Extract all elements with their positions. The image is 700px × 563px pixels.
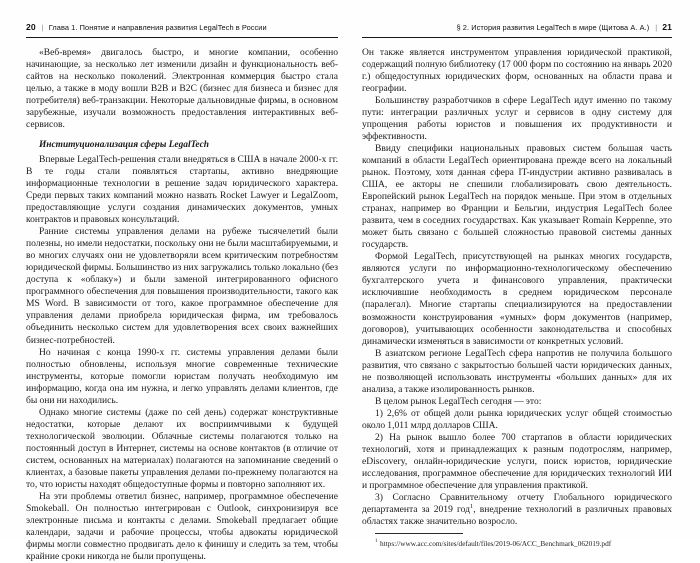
paragraph: В азиатском регионе LegalTech сфера напротив не получила большого развития, что связано с закрытостью большей части юридических данных, не позволяющей использовать инструменты «больших данных» для их анализа, а также изолированность рынков. xyxy=(362,348,672,396)
paragraph: На эти проблемы ответил бизнес, например, программное обеспечение Smokeball. Он полностью интегрирован с Outlook, синхронизируя все электронные письма и контакты с делами. Smokeball предлагает общие календари, задачи и рабочие процессы, чтобы адвокаты юридической фирмы могли совместно продвигать дело к финишу и следить за тем, чтобы крайние сроки никогда не были пропущены. xyxy=(26,491,338,563)
text-column-right xyxy=(362,47,672,553)
footnote-area xyxy=(362,528,672,552)
running-title-left: Глава 1. Понятие и направления развития LegalTech в России xyxy=(49,23,267,33)
text-column-left xyxy=(26,47,338,563)
running-head-right xyxy=(362,22,672,38)
paragraph: Однако многие системы (даже по сей день) содержат конструктивные недостатки, которые делают их восприимчивыми к будущей технологической эволюции. Облачные системы полагаются только на постоянный доступ в Интернет, системы на основе контактов (в отличие от систем, основанных на материалах) полагаются на запоминание сведений о клиентах, а базовые пакеты управления делами по-прежнему полагаются на то, что юристы находят общедоступные формы и повторно заполняют их. xyxy=(26,407,338,491)
running-head-left xyxy=(26,22,338,38)
list-item-text: 3) Согласно Сравнительному отчету Глобального юридического департамента за 2019 год xyxy=(362,492,672,515)
paragraph: Но начиная с конца 1990-х гг. системы управления делами были полностью обновлены, используя многие современные технические инструменты, которые помогли юристам получать необходимую им информацию, когда она им нужна, и легко управлять делами клиентов, где бы они ни находились. xyxy=(26,347,338,407)
list-item: 1) 2,6% от общей доли рынка юридических услуг общей стоимостью около 1,011 млрд долларов США. xyxy=(362,408,672,432)
page-number-left: 20 xyxy=(26,22,36,32)
paragraph: Ввиду специфики национальных правовых систем большая часть компаний в области LegalTech ориентирована прежде всего на локальный рынок. Поэтому, хотя данная сфера IT-индустрии активно развивалась в США, ее акторы не спешили глобализировать свою деятельность. Европейский рынок LegalTech на порядок меньше. При этом в отдельных странах, например во Франции и Бельгии, индустрия LegalTech более развита, чем в соседних государствах. Как указывает Romain Keppenne, это может быть связано с большей сложностью правовой системы данных государств. xyxy=(362,143,672,251)
footnote-number: 1 xyxy=(375,539,377,544)
footnote xyxy=(362,539,672,549)
paragraph: Формой LegalTech, присутствующей на рынках многих государств, являются услуги по информационно-технологическому обеспечению бухгалтерского учета и финансового управления, практически исключившие необходимость в среднем юридическом персонале (паралегал). Многие стартапы специализируются на предоставлении возможности конструирования «умных» форм документов (например, договоров), учитывающих особенности законодательства и способных динамически изменяться в зависимости от конкретных условий. xyxy=(362,251,672,347)
running-head-separator-right: | xyxy=(649,23,662,33)
page-right xyxy=(350,0,700,540)
footnote-reference-mark: 1 xyxy=(470,503,473,510)
list-item-text-tail: , внедрение технологий в различных правовых областях также значительно возросло. xyxy=(362,504,672,527)
footnote-url: https://www.acc.com/sites/default/files/2019-06/ACC_Benchmark_062019.pdf xyxy=(380,539,611,548)
paragraph: Впервые LegalTech-решения стали внедряться в США в начале 2000-х гг. В те годы стали появляться стартапы, активно внедряющие информационные технологии в решение задач юридического характера. Среди первых таких компаний можно назвать Rocket Lawyer и LegalZoom, предоставляющие услуги создания динамических документов, умных контрактов и правовых консультаций. xyxy=(26,154,338,226)
paragraph: «Веб-время» двигалось быстро, и многие компании, особенно начинающие, за несколько лет изменили дизайн и функциональность веб-сайтов на несколько поколений. Электронная коммерция быстро стала целью, а также в моду вошли B2B и B2C (бизнес для бизнеса и бизнес для потребителя) веб-транзакции. Некоторые дальновидные фирмы, в основном зарубежные, изучали возможность предоставления интерактивных веб-сервисов. xyxy=(26,47,338,131)
list-item: 2) На рынок вышло более 700 стартапов в области юридических технологий, хотя и принадлежащих к разным подотрослям, например, eDiscovery, онлайн-юридические услуги, поиск юристов, юридические исследования, программное обеспечение для юридических технологий ИИ и программное обеспечение для управления практикой. xyxy=(362,432,672,492)
paragraph: Большинству разработчиков в сфере LegalTech идут именно по такому пути: интеграции различных услуг и сервисов в одну систему для упрощения работы юристов и повышения их продуктивности и эффективности. xyxy=(362,95,672,143)
section-subheading: Институционализация сферы LegalTech xyxy=(26,139,338,151)
running-title-right: § 2. История развития LegalTech в мире (Щитова А. А.) xyxy=(456,23,649,33)
footnote-separator-rule xyxy=(375,533,463,534)
list-item xyxy=(362,492,672,528)
paragraph: Ранние системы управления делами на рубеже тысячелетий были полезны, но имели недостатки, поскольку они не были масштабируемыми, и во многих случаях они не удовлетворяли всем критическим потребностям юридической фирмы. Большинство из них загружались только локально (без доступа к «облаку») и были заменой интегрированного офисного программного обеспечения для повышения производительности, такого как MS Word. В зависимости от того, какое программное обеспечение для управления делами приобрела юридическая фирма, им требовалось объединить несколько систем для удовлетворения всех своих важнейших бизнес-потребностей. xyxy=(26,226,338,346)
running-head-separator-left: | xyxy=(36,23,49,33)
page-left xyxy=(0,0,350,540)
paragraph: Он также является инструментом управления юридической практикой, содержащий полную библиотеку (17 000 форм по состоянию на январь 2020 г.) общедоступных юридических форм, основанных на области права и географии. xyxy=(362,47,672,95)
paragraph: В целом рынок LegalTech сегодня — это: xyxy=(362,396,672,408)
page-number-right: 21 xyxy=(662,22,672,32)
